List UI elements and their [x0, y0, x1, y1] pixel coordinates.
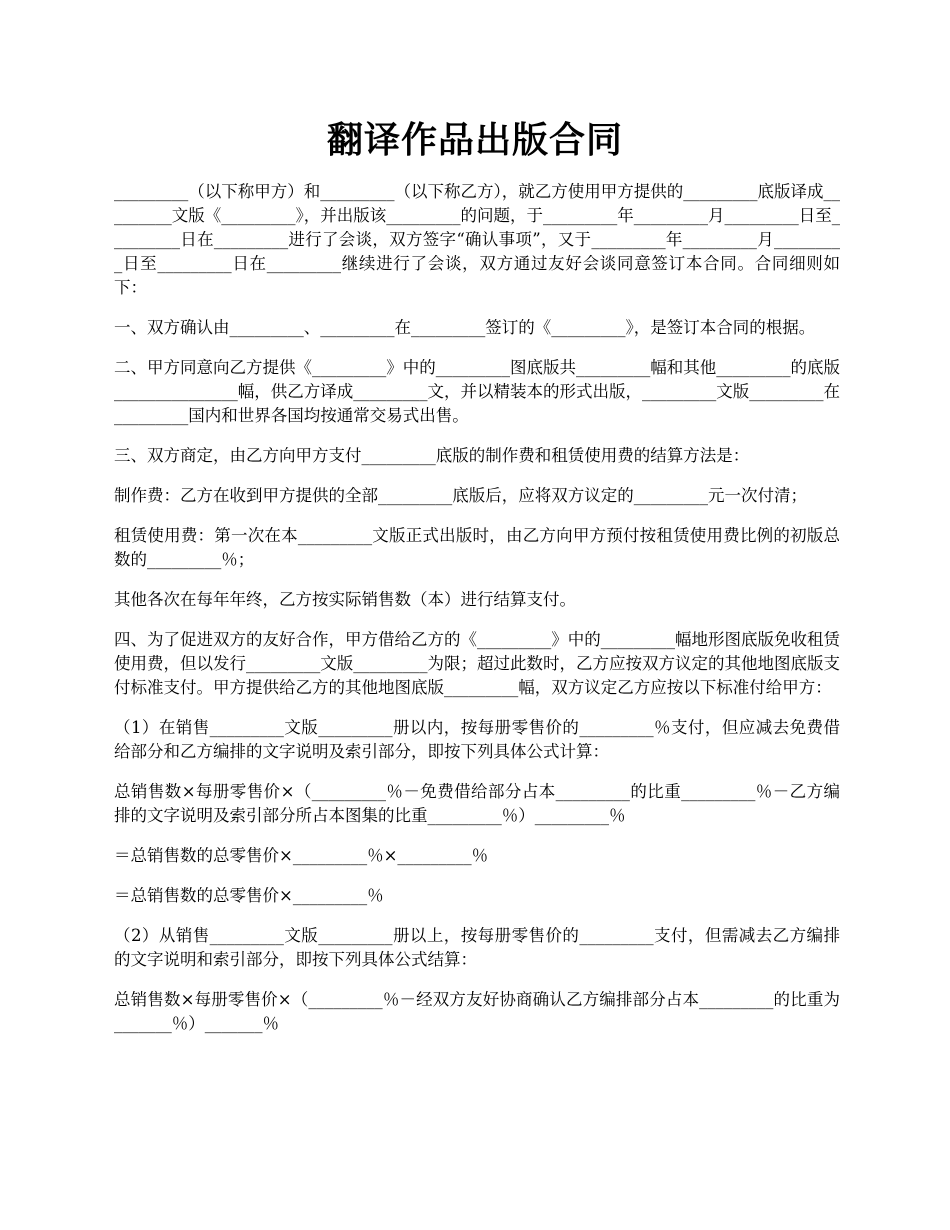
paragraph-clause-1: 一、双方确认由_________、_________在_________签订的《_________》，是签订本合同的根据。 [114, 318, 816, 337]
paragraph-preamble: _________（以下称甲方）和_________（以下称乙方），就乙方使用甲方提供的_________底版译成_________文版《_________》，并出版该_________的问题，于_________年_________月_________日至_________日在_________进行了会谈，双方签字“确认事项”，又于_________年_________月_________日至_________日在_________继续进行了会谈，双方通过友好会谈同意签订本合同。合同细则如下： [114, 182, 840, 297]
paragraph-clause-3: 三、双方商定，由乙方向甲方支付_________底版的制作费和租赁使用费的结算方法是： [114, 446, 750, 465]
paragraph-formula-3: ＝总销售数的总零售价×_________％ [114, 886, 384, 905]
paragraph-item-1: （1）在销售_________文版_________册以内，按每册零售价的_________％支付，但应减去免费借给部分和乙方编排的文字说明及索引部分，即按下列具体公式计算： [114, 718, 840, 761]
paragraph-clause-2: 二、甲方同意向乙方提供《_________》中的_________图底版共_________幅和其他_________的底版_______________幅，供乙方译成_________文，并以精装本的形式出版，_________文版_________在_________国内和世界各国均按通常交易式出售。 [114, 358, 840, 425]
paragraph-formula-2: ＝总销售数的总零售价×_________％×_________％ [114, 846, 489, 865]
document-body [114, 180, 840, 1036]
paragraph-item-2: （2）从销售_________文版_________册以上，按每册零售价的_________支付，但需减去乙方编排的文字说明和索引部分，即按下列具体公式结算： [114, 926, 840, 969]
paragraph-formula-1: 总销售数×每册零售价×（_________％－免费借给部分占本_________的比重_________％－乙方编排的文字说明及索引部分所占本图集的比重_________％）_________％ [114, 782, 840, 825]
paragraph-annual-settlement: 其他各次在每年年终，乙方按实际销售数（本）进行结算支付。 [114, 590, 576, 609]
document-title: 翻译作品出版合同 [326, 119, 623, 161]
paragraph-rental-fee: 租赁使用费：第一次在本_________文版正式出版时，由乙方向甲方预付按租赁使用费比例的初版总数的_________％； [114, 526, 840, 569]
paragraph-production-fee: 制作费：乙方在收到甲方提供的全部_________底版后，应将双方议定的_________元一次付清； [114, 486, 807, 505]
paragraph-clause-4: 四、为了促进双方的友好合作，甲方借给乙方的《_________》中的_________幅地形图底版免收租赁使用费，但以发行_________文版_________为限；超过此数时，乙方应按双方议定的其他地图底版支付标准支付。甲方提供给乙方的其他地图底版_________幅，双方议定乙方应按以下标准付给甲方： [114, 630, 840, 697]
paragraph-formula-4: 总销售数×每册零售价×（_________％－经双方友好协商确认乙方编排部分占本_________的比重为_______％）_______％ [114, 990, 840, 1033]
